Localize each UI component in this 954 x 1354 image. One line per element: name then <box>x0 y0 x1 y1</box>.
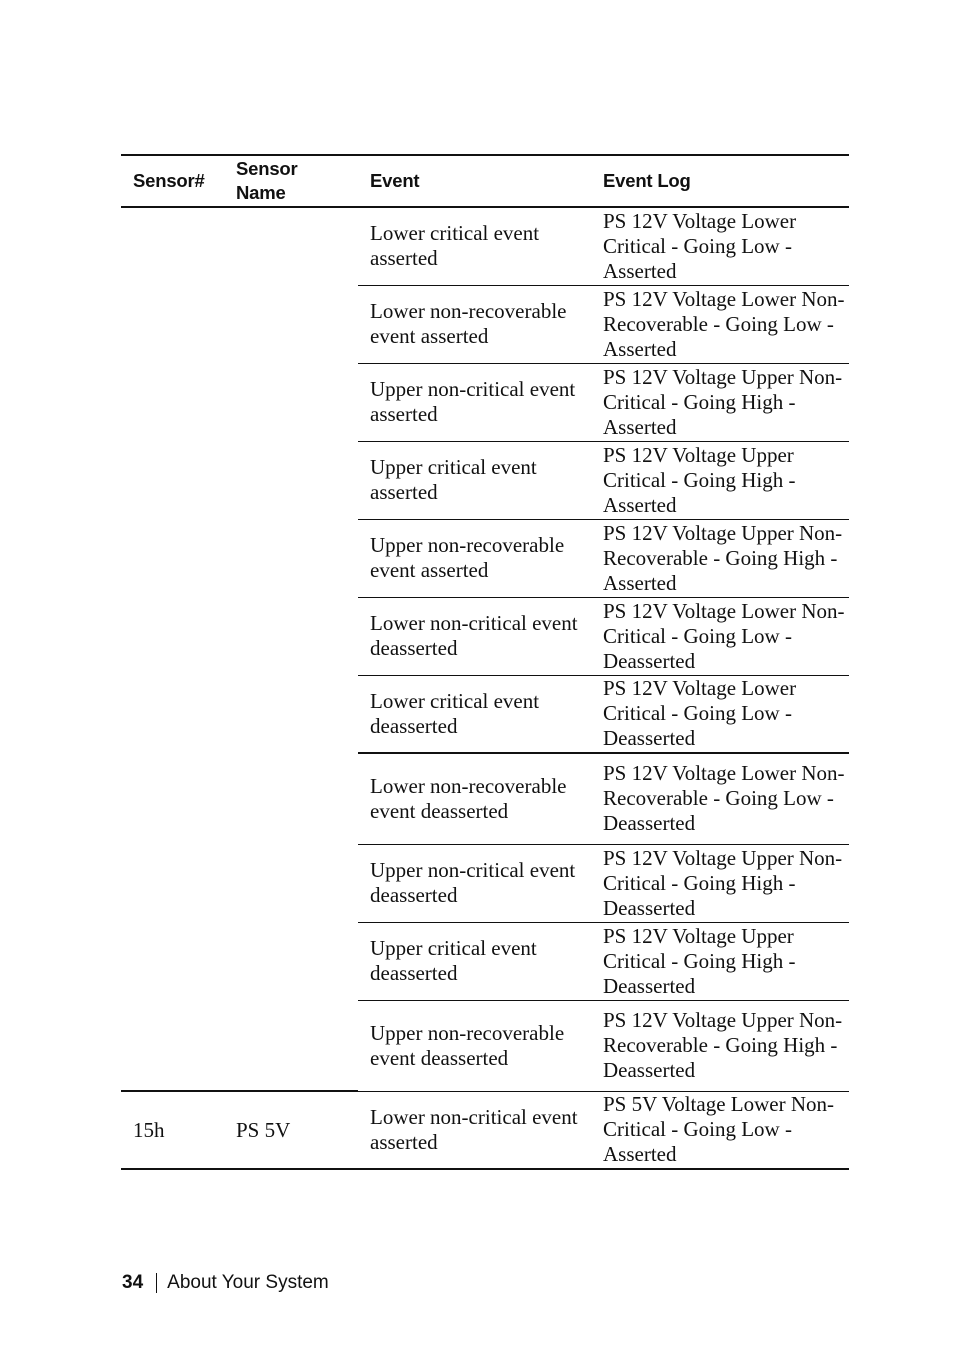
sensor-number-cell <box>121 441 224 519</box>
header-sensor-name-line1: Sensor <box>236 158 298 179</box>
event-log-cell: PS 12V Voltage Lower Non-Recoverable - Going Low - Deasserted <box>594 753 849 844</box>
table-row <box>121 363 849 441</box>
event-log-cell: PS 12V Voltage Upper Non-Critical - Going High - Deasserted <box>594 844 849 922</box>
table-row <box>121 1091 849 1169</box>
table-row <box>121 753 849 844</box>
sensor-number-cell <box>121 753 224 844</box>
event-cell: Upper critical event asserted <box>358 441 594 519</box>
sensor-number-cell <box>121 1000 224 1091</box>
page-number: 34 <box>122 1272 144 1293</box>
table-header-row <box>121 155 849 207</box>
event-cell: Lower critical event asserted <box>358 207 594 285</box>
sensor-name-cell <box>224 207 358 285</box>
sensor-number-cell <box>121 207 224 285</box>
sensor-event-table <box>121 154 849 1170</box>
event-cell: Lower non-recoverable event asserted <box>358 285 594 363</box>
sensor-name-cell <box>224 363 358 441</box>
event-cell: Lower non-critical event asserted <box>358 1091 594 1169</box>
event-cell: Upper non-critical event asserted <box>358 363 594 441</box>
header-event: Event <box>370 170 420 191</box>
sensor-name-cell <box>224 753 358 844</box>
sensor-name-cell <box>224 519 358 597</box>
table-row <box>121 519 849 597</box>
sensor-name-cell <box>224 285 358 363</box>
sensor-name-cell <box>224 441 358 519</box>
page-footer <box>122 1272 329 1294</box>
table-row <box>121 922 849 1000</box>
section-title: About Your System <box>167 1272 329 1293</box>
table-row <box>121 207 849 285</box>
sensor-number-cell <box>121 363 224 441</box>
table-row <box>121 597 849 675</box>
sensor-number-cell <box>121 844 224 922</box>
event-log-cell: PS 12V Voltage Upper Critical - Going High - Asserted <box>594 441 849 519</box>
sensor-name-cell: PS 5V <box>224 1091 358 1169</box>
event-log-cell: PS 12V Voltage Upper Non-Recoverable - Going High - Deasserted <box>594 1000 849 1091</box>
event-cell: Upper non-critical event deasserted <box>358 844 594 922</box>
table-row <box>121 844 849 922</box>
header-sensor-name-line2: Name <box>236 182 286 203</box>
event-log-cell: PS 12V Voltage Upper Non-Critical - Going High - Asserted <box>594 363 849 441</box>
event-log-cell: PS 12V Voltage Lower Critical - Going Low - Deasserted <box>594 675 849 753</box>
event-log-cell: PS 12V Voltage Upper Non-Recoverable - Going High - Asserted <box>594 519 849 597</box>
sensor-number-cell <box>121 675 224 753</box>
header-sensor-number: Sensor# <box>133 170 205 191</box>
header-sensor-name <box>224 155 358 207</box>
table-row <box>121 1000 849 1091</box>
event-log-cell: PS 12V Voltage Lower Non-Recoverable - Going Low - Asserted <box>594 285 849 363</box>
event-log-cell: PS 12V Voltage Lower Non-Critical - Going Low - Deasserted <box>594 597 849 675</box>
event-cell: Lower critical event deasserted <box>358 675 594 753</box>
event-log-cell: PS 12V Voltage Upper Critical - Going High - Deasserted <box>594 922 849 1000</box>
event-log-cell: PS 5V Voltage Lower Non-Critical - Going Low - Asserted <box>594 1091 849 1169</box>
table-row <box>121 441 849 519</box>
sensor-name-cell <box>224 922 358 1000</box>
sensor-number-cell <box>121 519 224 597</box>
sensor-number-cell <box>121 922 224 1000</box>
sensor-number-cell <box>121 597 224 675</box>
event-cell: Upper non-recoverable event asserted <box>358 519 594 597</box>
table-row <box>121 285 849 363</box>
event-cell: Upper non-recoverable event deasserted <box>358 1000 594 1091</box>
event-cell: Lower non-critical event deasserted <box>358 597 594 675</box>
sensor-name-cell <box>224 597 358 675</box>
event-cell: Lower non-recoverable event deasserted <box>358 753 594 844</box>
sensor-name-cell <box>224 675 358 753</box>
footer-divider <box>156 1273 157 1293</box>
sensor-name-cell <box>224 1000 358 1091</box>
event-cell: Upper critical event deasserted <box>358 922 594 1000</box>
event-log-cell: PS 12V Voltage Lower Critical - Going Low - Asserted <box>594 207 849 285</box>
sensor-name-cell <box>224 844 358 922</box>
header-event-log: Event Log <box>603 170 691 191</box>
table-row <box>121 675 849 753</box>
sensor-number-cell: 15h <box>121 1091 224 1169</box>
sensor-number-cell <box>121 285 224 363</box>
